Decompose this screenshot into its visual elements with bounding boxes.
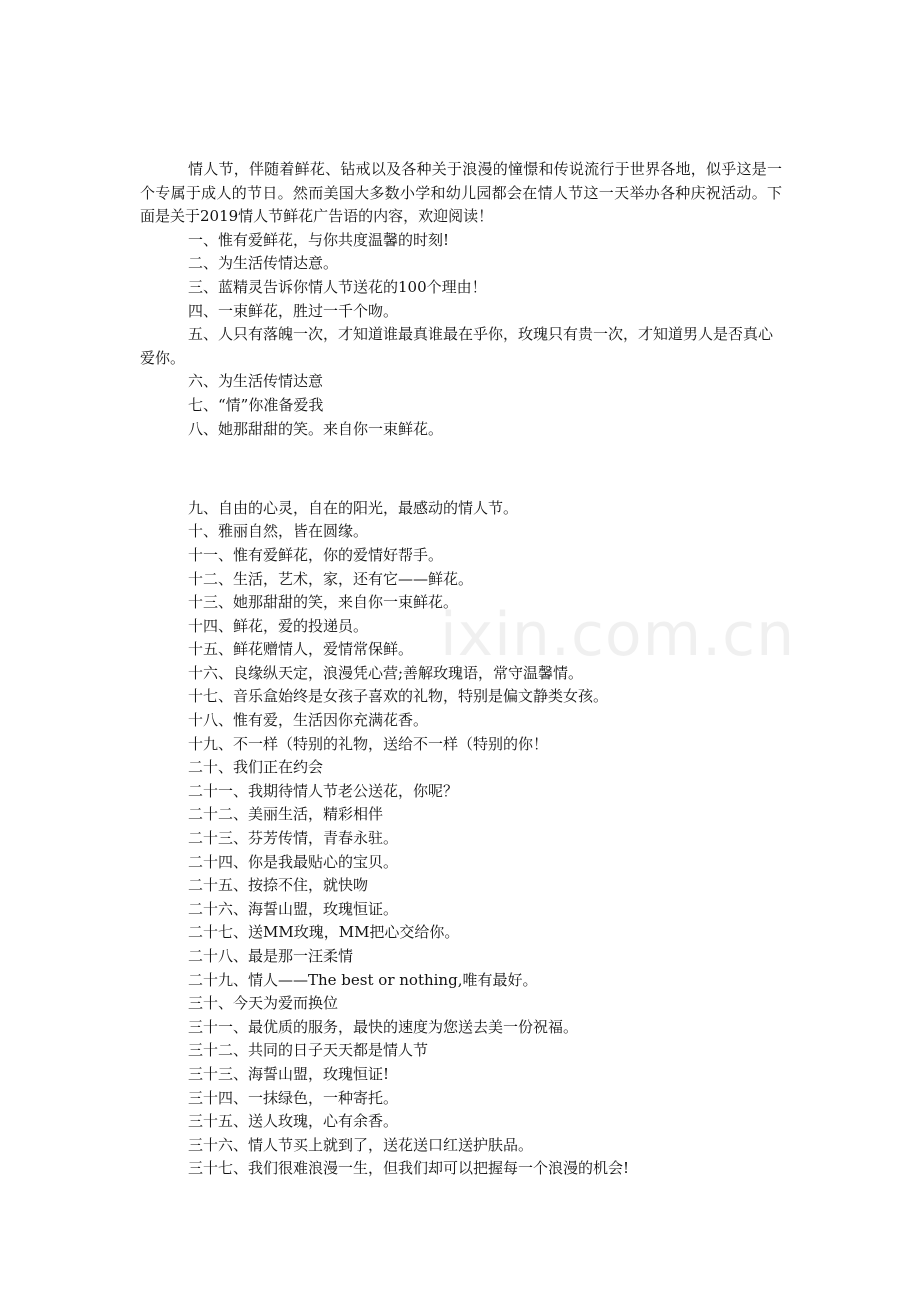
slogan-item: 二十、我们正在约会 — [188, 758, 324, 777]
slogan-item: 二十九、情人——The best or nothing,唯有最好。 — [188, 970, 538, 989]
slogan-item: 十三、她那甜甜的笑，来自你一束鲜花。 — [188, 593, 459, 612]
slogan-item: 二十八、最是那一汪柔情 — [188, 947, 354, 965]
slogan-item: 十四、鲜花，爱的投递员。 — [188, 616, 369, 635]
slogan-item: 三十五、送人玫瑰，心有余香。 — [188, 1112, 399, 1131]
slogan-item: 六、为生活传情达意 — [188, 372, 324, 391]
slogan-item: 三十四、一抹绿色，一种寄托。 — [188, 1088, 399, 1107]
slogan-item: 三十、今天为爱而换位 — [188, 994, 339, 1013]
slogan-item: 九、自由的心灵，自在的阳光，最感动的情人节。 — [188, 498, 519, 517]
slogan-item: 二十五、按捺不住，就快吻 — [188, 876, 369, 895]
slogan-item: 三十二、共同的日子天天都是情人节 — [188, 1041, 429, 1060]
slogan-item: 七、“情”你准备爱我 — [188, 395, 324, 414]
slogan-item: 三、蓝精灵告诉你情人节送花的100个理由！ — [188, 277, 487, 296]
slogan-item: 五、人只有落魄一次，才知道谁最真谁最在乎你，玫瑰只有贵一次，才知道男人是否真心爱你。 — [140, 325, 774, 367]
slogan-item: 二十二、美丽生活，精彩相伴 — [188, 805, 384, 824]
slogan-item: 十八、惟有爱，生活因你充满花香。 — [188, 711, 429, 730]
slogan-item: 三十三、海誓山盟，玫瑰恒证! — [188, 1064, 390, 1083]
slogan-item: 十九、不一样（特别的礼物，送给不一样（特别的你！ — [188, 734, 549, 753]
slogan-item: 二十四、你是我最贴心的宝贝。 — [188, 852, 399, 871]
slogan-item: 二十六、海誓山盟，玫瑰恒证。 — [188, 899, 399, 918]
slogan-item: 三十六、情人节买上就到了，送花送口红送护肤品。 — [188, 1135, 534, 1154]
slogan-item: 八、她那甜甜的笑。来自你一束鲜花。 — [188, 419, 444, 438]
document-body — [140, 158, 782, 1181]
slogan-item: 三十一、最优质的服务，最快的速度为您送去美一份祝福。 — [188, 1017, 579, 1036]
slogan-item: 十一、惟有爱鲜花，你的爱情好帮手。 — [188, 545, 444, 564]
slogan-item: 十六、良缘纵天定，浪漫凭心营;善解玫瑰语，常守温馨情。 — [188, 663, 584, 682]
slogan-item: 十、雅丽自然，皆在圆缘。 — [188, 522, 369, 541]
slogan-item: 十七、音乐盒始终是女孩子喜欢的礼物，特别是偏文静类女孩。 — [188, 687, 609, 706]
slogan-item: 十二、生活，艺术，家，还有它——鲜花。 — [188, 569, 474, 588]
slogan-item: 十五、鲜花赠情人，爱情常保鲜。 — [188, 640, 414, 659]
slogan-item: 二、为生活传情达意。 — [188, 254, 339, 273]
slogan-item: 二十三、芬芳传情，青春永驻。 — [188, 829, 399, 848]
slogan-list — [140, 229, 782, 1181]
slogan-item: 四、一束鲜花，胜过一千个吻。 — [188, 301, 399, 320]
slogan-item: 二十一、我期待情人节老公送花，你呢？ — [188, 781, 459, 800]
blank-line — [140, 457, 782, 481]
slogan-item: 三十七、我们很难浪漫一生，但我们却可以把握每一个浪漫的机会! — [188, 1159, 630, 1178]
intro-paragraph: 情人节，伴随着鲜花、钻戒以及各种关于浪漫的憧憬和传说流行于世界各地，似乎这是一个专属于成人的节日。然而美国大多数小学和幼儿园都会在情人节这一天举办各种庆祝活动。下面是关于2019情人节鲜花广告语的内容，欢迎阅读！ — [140, 160, 782, 226]
slogan-item: 一、惟有爱鲜花，与你共度温馨的时刻! — [188, 230, 450, 249]
slogan-item: 二十七、送MM玫瑰，MM把心交给你。 — [188, 923, 460, 942]
watermark: ixin.com.cn — [440, 600, 796, 670]
